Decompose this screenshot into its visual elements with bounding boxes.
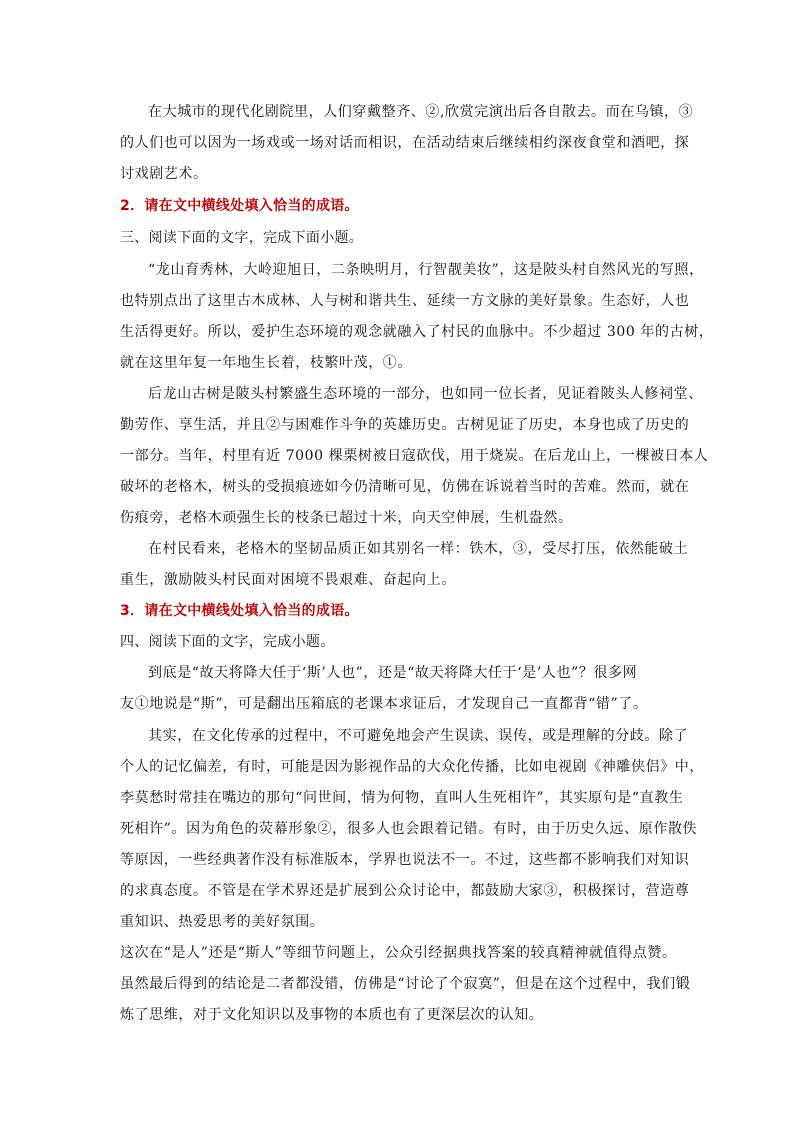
- paragraph-line: 李莫愁时常挂在嘴边的那句“问世间，情为何物，直叫人生死相许”，其实原句是“直教生: [120, 790, 684, 806]
- paragraph-line: 重知识、热爱思考的美好氛围。: [120, 914, 325, 930]
- paragraph-line: 在大城市的现代化剧院里，人们穿戴整齐、②,欣赏完演出后各自散去。而在乌镇，③: [148, 104, 694, 120]
- paragraph-line: 重生，激励陂头村民面对困境不畏艰难、奋起向上。: [120, 572, 456, 588]
- paragraph-line: 破坏的老格木，树头的受损痕迹如今仍清晰可见，仿佛在诉说着当时的苦难。然而，就在: [120, 479, 690, 495]
- paragraph-line: 的人们也可以因为一场戏或一场对话而相识，在活动结束后继续相约深夜食堂和酒吧，探: [120, 135, 690, 151]
- paragraph-line: 讨戏剧艺术。: [120, 166, 208, 182]
- paragraph-line: 死相许”。因为角色的荧幕形象②，很多人也会跟着记错。有时，由于历史久远、原作散佚: [120, 821, 698, 837]
- paragraph-line: 伤痕旁，老格木顽强生长的枝条已超过十米，向天空伸展，生机盎然。: [120, 510, 573, 526]
- paragraph-line: 个人的记忆偏差，有时，可能是因为影视作品的大众化传播，比如电视剧《神雕侠侣》中，: [120, 759, 704, 775]
- paragraph-line: 后龙山古树是陂头村繁盛生态环境的一部分，也如同一位长者，见证着陂头人修祠堂、: [148, 386, 703, 402]
- question-2-prompt: 2．请在文中横线处填入恰当的成语。: [120, 198, 359, 214]
- paragraph-line: 这次在“是人”还是“斯人”等细节问题上，公众引经据典找答案的较真精神就值得点赞。: [120, 945, 677, 961]
- paragraph-line: 虽然最后得到的结论是二者都没错，仿佛是“讨论了个寂寞”，但是在这个过程中，我们锻: [120, 976, 691, 992]
- paragraph-line: 勤劳作、享生活，并且②与困难作斗争的英雄历史。古树见证了历史，本身也成了历史的: [120, 417, 690, 433]
- paragraph-line: 的求真态度。不管是在学术界还是扩展到公众讨论中，都鼓励大家③，积极探讨，营造尊: [120, 883, 690, 899]
- paragraph-line: 等原因，一些经典著作没有标准版本，学界也说法不一。不过，这些都不影响我们对知识: [120, 852, 690, 868]
- paragraph-line: 其实，在文化传承的过程中，不可避免地会产生误读、误传，或是理解的分歧。除了: [148, 728, 689, 744]
- question-3-prompt: 3．请在文中横线处填入恰当的成语。: [120, 603, 359, 619]
- paragraph-line: 友①地说是“斯”，可是翻出压箱底的老课本求证后，才发现自己一直都背“错”了。: [120, 696, 648, 712]
- paragraph-line: 就在这里年复一年地生长着，枝繁叶茂，①。: [120, 355, 412, 371]
- paragraph-line: “龙山育秀林，大岭迎旭日，二条映明月，行智靓美妆”，这是陂头村自然风光的写照，: [148, 262, 704, 278]
- paragraph-line: 在村民看来，老格木的坚韧品质正如其别名一样：铁木，③，受尽打压，依然能破土: [148, 541, 689, 557]
- paragraph-line: 一部分。当年，村里有近 7000 棵栗树被日寇砍伐，用于烧炭。在后龙山上，一棵被日本人: [120, 448, 709, 464]
- paragraph-line: 生活得更好。所以，爱护生态环境的观念就融入了村民的血脉中。不少超过 300 年的古树，: [120, 324, 714, 340]
- section-3-heading: 三、阅读下面的文字，完成下面小题。: [120, 230, 364, 246]
- paragraph-line: 也特别点出了这里古木成林、人与树和谐共生、延续一方文脉的美好景象。生态好，人也: [120, 293, 690, 309]
- paragraph-line: 炼了思维，对于文化知识以及事物的本质也有了更深层次的认知。: [120, 1007, 544, 1023]
- paragraph-line: 到底是“故天将降大任于‘斯’人也”，还是“故天将降大任于‘是’人也”？很多网: [148, 665, 638, 681]
- section-4-heading: 四、阅读下面的文字，完成小题。: [120, 634, 335, 650]
